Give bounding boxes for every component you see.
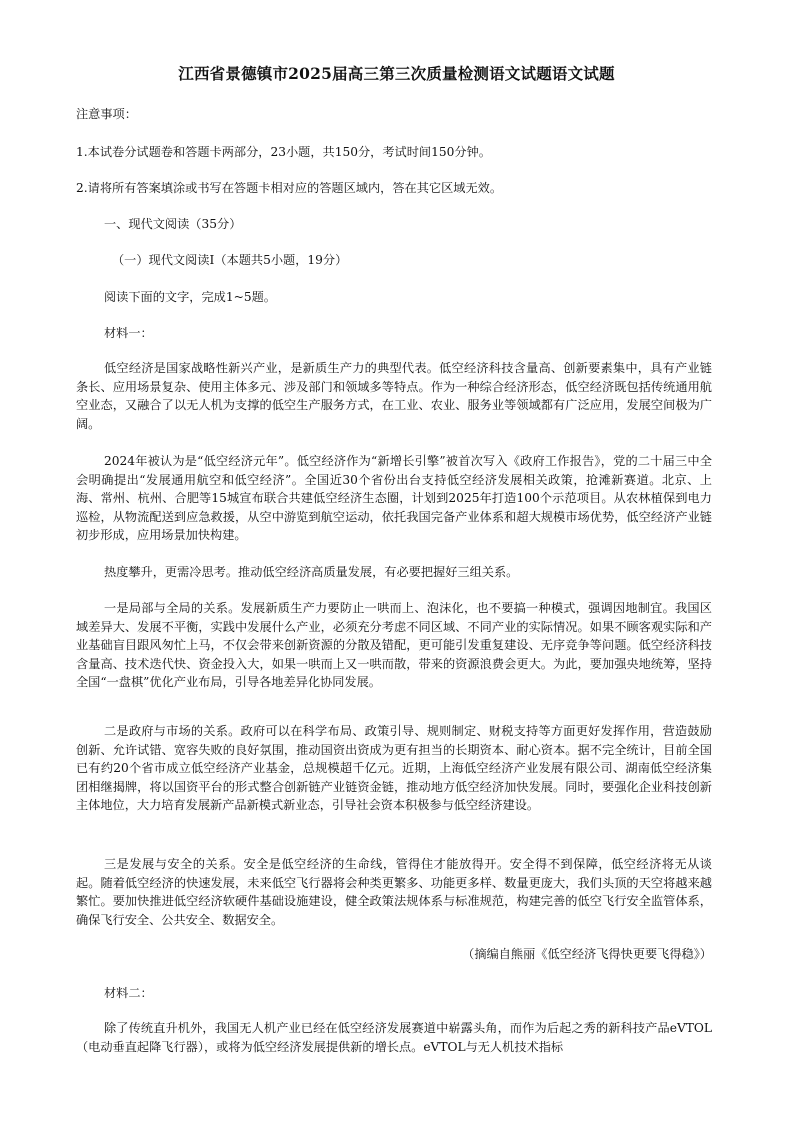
paragraph: 热度攀升，更需冷思考。推动低空经济高质量发展，有必要把握好三组关系。 — [104, 565, 519, 579]
citation-source: （摘编自熊丽《低空经济飞得快更要飞得稳》） — [462, 947, 712, 961]
section-heading: 一、现代文阅读（35分） — [104, 217, 242, 231]
paragraph: 低空经济是国家战略性新兴产业，是新质生产力的典型代表。低空经济科技含量高、创新要素集中，具有产业链条长、应用场景复杂、使用主体多元、涉及部门和领域多等特点。作为一种综合经济形态，低空经济既包括传统通用航空业态，又融合了以无人机为支撑的低空生产服务方式，在工业、农业、服务业等领域都有广泛应用，发展空间极为广阔。 — [76, 361, 712, 431]
material-2-label: 材料二： — [104, 986, 153, 1000]
paragraph: 一是局部与全局的关系。发展新质生产力要防止一哄而上、泡沫化，也不要搞一种模式，强调因地制宜。我国区域差异大、发展不平衡，实践中发展什么产业，必须充分考虑不同区域、不同产业的实际情况。如果不顾客观实际和产业基础盲目跟风匆忙上马，不仅会带来创新资源的分散及错配，更可能引发重复建设、无序竞争等问题。低空经济科技含量高、技术迭代快、资金投入大，如果一哄而上又一哄而散，带来的资源浪费会更大。为此，要加强央地统筹，坚持全国“一盘棋”优化产业布局，引导各地差异化协同发展。 — [76, 601, 712, 689]
material-1-label: 材料一： — [104, 326, 153, 340]
paragraph: 2024年被认为是“低空经济元年”。低空经济作为“新增长引擎”被首次写入《政府工作报告》，党的二十届三中全会明确提出“发展通用航空和低空经济”。全国近30个省份出台支持低空经济发展相关政策，抢滩新赛道。北京、上海、常州、杭州、合肥等15城宣布联合共建低空经济生态圈，计划到2025年打造100个示范项目。从农林植保到电力巡检，从物流配送到应急救援，从空中游览到航空运动，依托我国完备产业体系和超大规模市场优势，低空经济产业链初步形成，应用场景加快构建。 — [76, 454, 712, 542]
notice-item-1: 1.本试卷分试题卷和答题卡两部分，23小题，共150分，考试时间150分钟。 — [76, 145, 491, 159]
paragraph: 除了传统直升机外，我国无人机产业已经在低空经济发展赛道中崭露头角，而作为后起之秀的新科技产品eVTOL（电动垂直起降飞行器），或将为低空经济发展提供新的增长点。eVTOL与无人机技术指标 — [76, 1021, 712, 1054]
notice-heading: 注意事项： — [76, 107, 137, 121]
paragraph: 三是发展与安全的关系。安全是低空经济的生命线，管得住才能放得开。安全得不到保障，低空经济将无从谈起。随着低空经济的快速发展，未来低空飞行器将会种类更繁多、功能更多样、数量更庞大，我们头顶的天空将越来越繁忙。要加快推进低空经济软硬件基础设施建设，健全政策法规体系与标准规范，构建完善的低空飞行安全监管体系，确保飞行安全、公共安全、数据安全。 — [76, 857, 712, 927]
page-title: 江西省景德镇市2025届高三第三次质量检测语文试题语文试题 — [178, 64, 615, 83]
reading-instruction: 阅读下面的文字，完成1~5题。 — [104, 290, 276, 304]
paragraph: 二是政府与市场的关系。政府可以在科学布局、政策引导、规则制定、财税支持等方面更好发挥作用，营造鼓励创新、允许试错、宽容失败的良好氛围，推动国资出资成为更有担当的长期资本、耐心资本。据不完全统计，目前全国已有约20个省市成立低空经济产业基金，总规模超千亿元。近期，上海低空经济产业发展有限公司、湖南低空经济集团相继揭牌，将以国资平台的形式整合创新链产业链资金链，推动地方低空经济加快发展。同时，要强化企业科技创新主体地位，大力培育发展新产品新模式新业态，引导社会资本积极参与低空经济建设。 — [76, 724, 712, 812]
notice-item-2: 2.请将所有答案填涂或书写在答题卡相对应的答题区域内，答在其它区域无效。 — [76, 181, 503, 195]
subsection-heading: （一）现代文阅读Ⅰ（本题共5小题，19分） — [112, 253, 348, 267]
